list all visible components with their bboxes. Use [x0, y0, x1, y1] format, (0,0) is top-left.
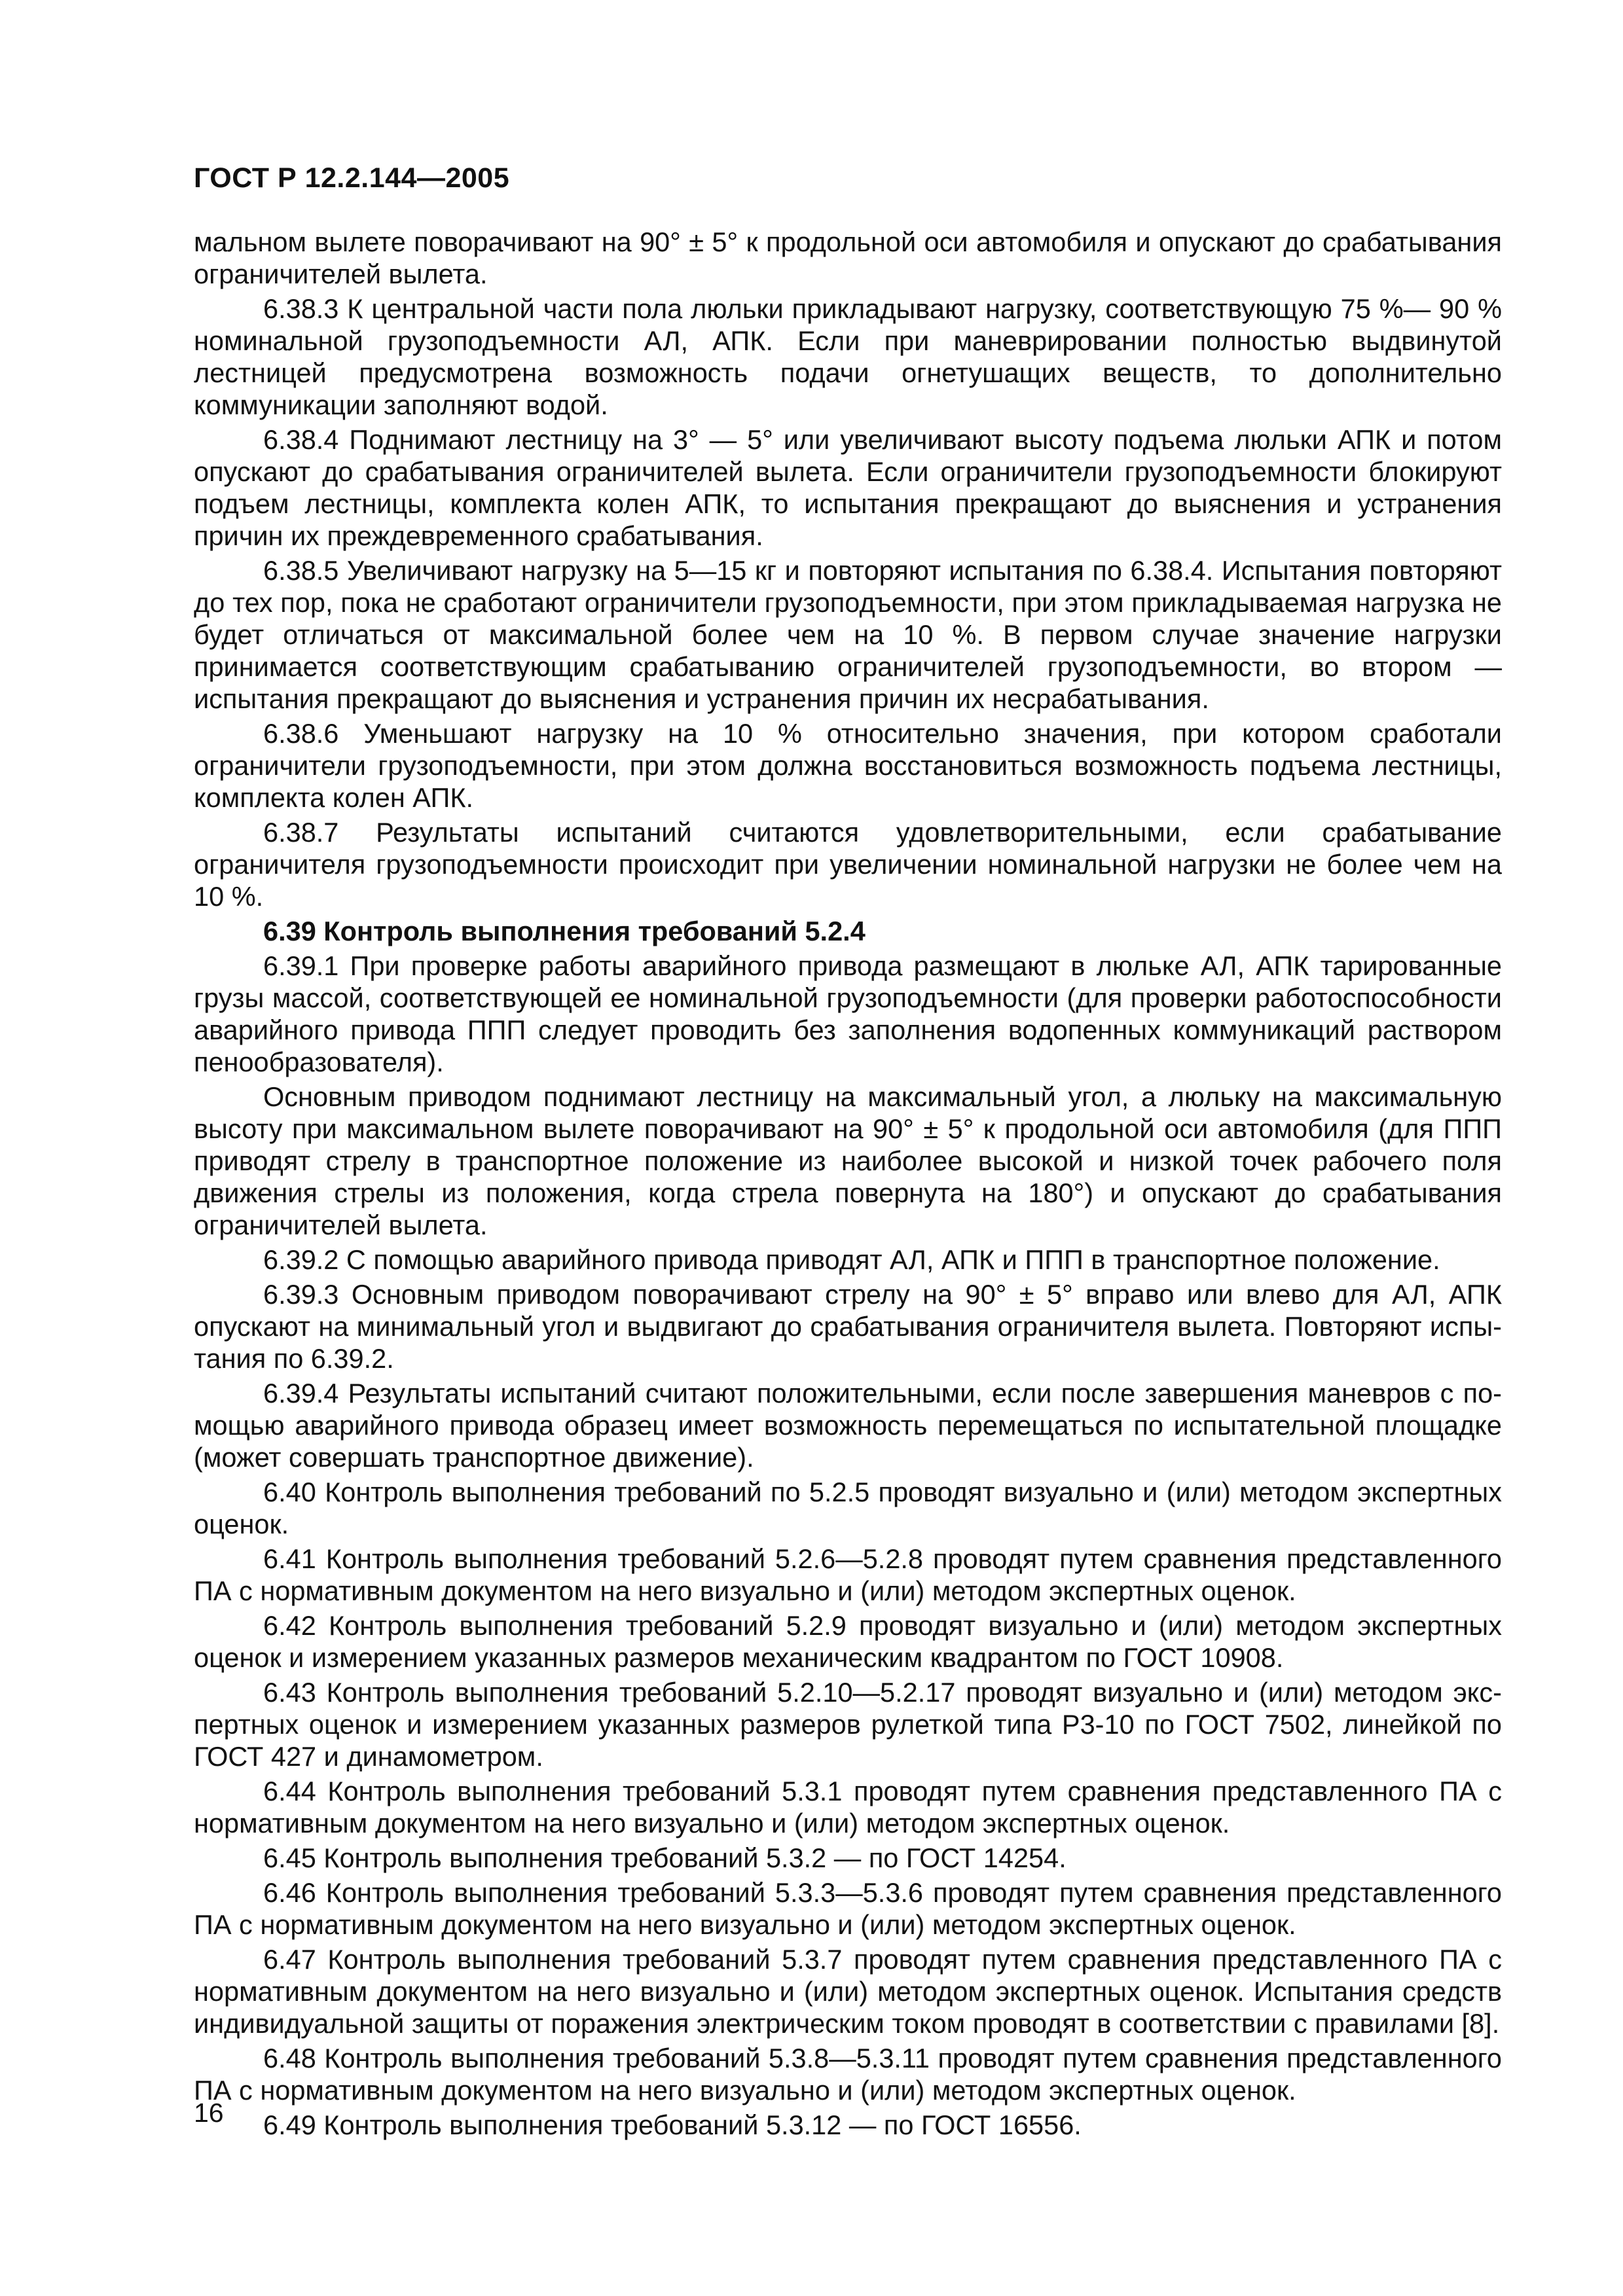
paragraph: 6.42 Контроль выполнения требований 5.2.9 проводят визуально и (или) методом экспертных оценок и измерением указанных размеров механическим квадрантом по ГОСТ 10908. — [194, 1610, 1502, 1673]
paragraph: 6.39.1 При проверке работы аварийного привода размещают в люльке АЛ, АПК тарированные грузы массой, соответствующей ее номинальной грузоподъемности (для проверки работоспособности аварийного привода ППП следует проводить без заполнения водопенных коммуникаций раствором пенообразователя). — [194, 950, 1502, 1077]
paragraph: 6.48 Контроль выполнения требований 5.3.8—5.3.11 проводят путем сравнения представленного ПА с нормативным документом на него визуально и (или) методом экспертных оценок. — [194, 2043, 1502, 2106]
paragraph: Основным приводом поднимают лестницу на максимальный угол, а люльку на максимальную высоту при максимальном вылете поворачивают на 90° ± 5° к продольной оси автомобиля (для ППП приводят стрелу в транспортное положение из наиболее высокой и низкой точек рабочего поля движения стрелы из положения, когда стрела повернута на 180°) и опускают до срабатывания ограничителей вылета. — [194, 1081, 1502, 1240]
paragraph: 6.45 Контроль выполнения требований 5.3.2 — по ГОСТ 14254. — [263, 1842, 1067, 1873]
paragraph: 6.47 Контроль выполнения требований 5.3.7 проводят путем сравнения представленного ПА с нормативным документом на него визуально и (или) методом экспертных оценок. Испытания средств индивидуальной защиты от поражения электрическим током проводят в соответствии с правилами [8]. — [194, 1944, 1502, 2039]
paragraph: мальном вылете поворачивают на 90° ± 5° к продольной оси автомобиля и опускают до срабатывания ограничителей вылета. — [194, 226, 1502, 289]
paragraph: 6.39.3 Основным приводом поворачивают стрелу на 90° ± 5° вправо или влево для АЛ, АПК опускают на минимальный угол и выдвигают до срабатывания ограничителя вылета. Повторяют испытания по 6.39.2. — [194, 1279, 1502, 1374]
paragraph: 6.38.3 К центральной части пола люльки прикладывают нагрузку, соответствующую 75 %— 90 % номинальной грузоподъемности АЛ, АПК. Если при маневрировании полностью выдвинутой лестницей предусмотрена возможность подачи огнетушащих веществ, то дополнительно коммуникации заполняют водой. — [194, 293, 1502, 420]
paragraph: 6.38.5 Увеличивают нагрузку на 5—15 кг и повторяют испытания по 6.38.4. Испытания повторяют до тех пор, пока не сработают ограничители грузоподъемности, при этом прикладываемая нагрузка не будет отличаться от максимальной более чем на 10 %. В первом случае значение нагрузки принимается соответствующим срабатыванию ограничителей грузоподъемности, во втором — испытания прекращают до выяснения и устранения причин их несрабатывания. — [194, 555, 1502, 714]
paragraph: 6.38.4 Поднимают лестницу на 3° — 5° или увеличивают высоту подъема люльки АПК и потом опускают до срабатывания ограничителей вылета. Если ограничители грузоподъемности блокируют подъем лестницы, комплекта колен АПК, то испытания прекращают до выяснения и устранения причин их преждевременного срабатывания. — [194, 424, 1502, 551]
paragraph: 6.38.7 Результаты испытаний считаются удовлетворительными, если срабатывание ограничителя грузоподъемности происходит при увеличении номинальной нагрузки не более чем на 10 %. — [194, 817, 1502, 912]
paragraph: 6.43 Контроль выполнения требований 5.2.10—5.2.17 проводят визуально и (или) методом экспертных оценок и измерением указанных размеров рулеткой типа Р3-10 по ГОСТ 7502, линейкой по ГОСТ 427 и динамометром. — [194, 1677, 1502, 1772]
document-header: ГОСТ Р 12.2.144—2005 — [194, 162, 510, 194]
paragraph: 6.46 Контроль выполнения требований 5.3.3—5.3.6 проводят путем сравнения представленного ПА с нормативным документом на него визуально и (или) методом экспертных оценок. — [194, 1877, 1502, 1940]
document-body — [194, 226, 1502, 2144]
page-number: 16 — [194, 2098, 224, 2128]
section-heading: 6.39 Контроль выполнения требований 5.2.4 — [263, 916, 866, 946]
paragraph: 6.44 Контроль выполнения требований 5.3.1 проводят путем сравнения представленного ПА с нормативным документом на него визуально и (или) методом экспертных оценок. — [194, 1776, 1502, 1839]
paragraph: 6.40 Контроль выполнения требований по 5.2.5 проводят визуально и (или) методом экспертных оценок. — [194, 1477, 1502, 1539]
paragraph: 6.39.4 Результаты испытаний считают положительными, если после завершения маневров с помощью аварийного привода образец имеет возможность перемещаться по испытательной площадке (может совершать транспортное движение). — [194, 1378, 1502, 1473]
paragraph: 6.38.6 Уменьшают нагрузку на 10 % относительно значения, при котором сработали ограничители грузоподъемности, при этом должна восстановиться возможность подъема лестницы, комплекта колен АПК. — [194, 718, 1502, 813]
paragraph: 6.41 Контроль выполнения требований 5.2.6—5.2.8 проводят путем сравнения представленного ПА с нормативным документом на него визуально и (или) методом экспертных оценок. — [194, 1543, 1502, 1606]
paragraph: 6.49 Контроль выполнения требований 5.3.12 — по ГОСТ 16556. — [263, 2109, 1082, 2140]
paragraph: 6.39.2 С помощью аварийного привода приводят АЛ, АПК и ППП в транспортное положение. — [263, 1244, 1440, 1275]
